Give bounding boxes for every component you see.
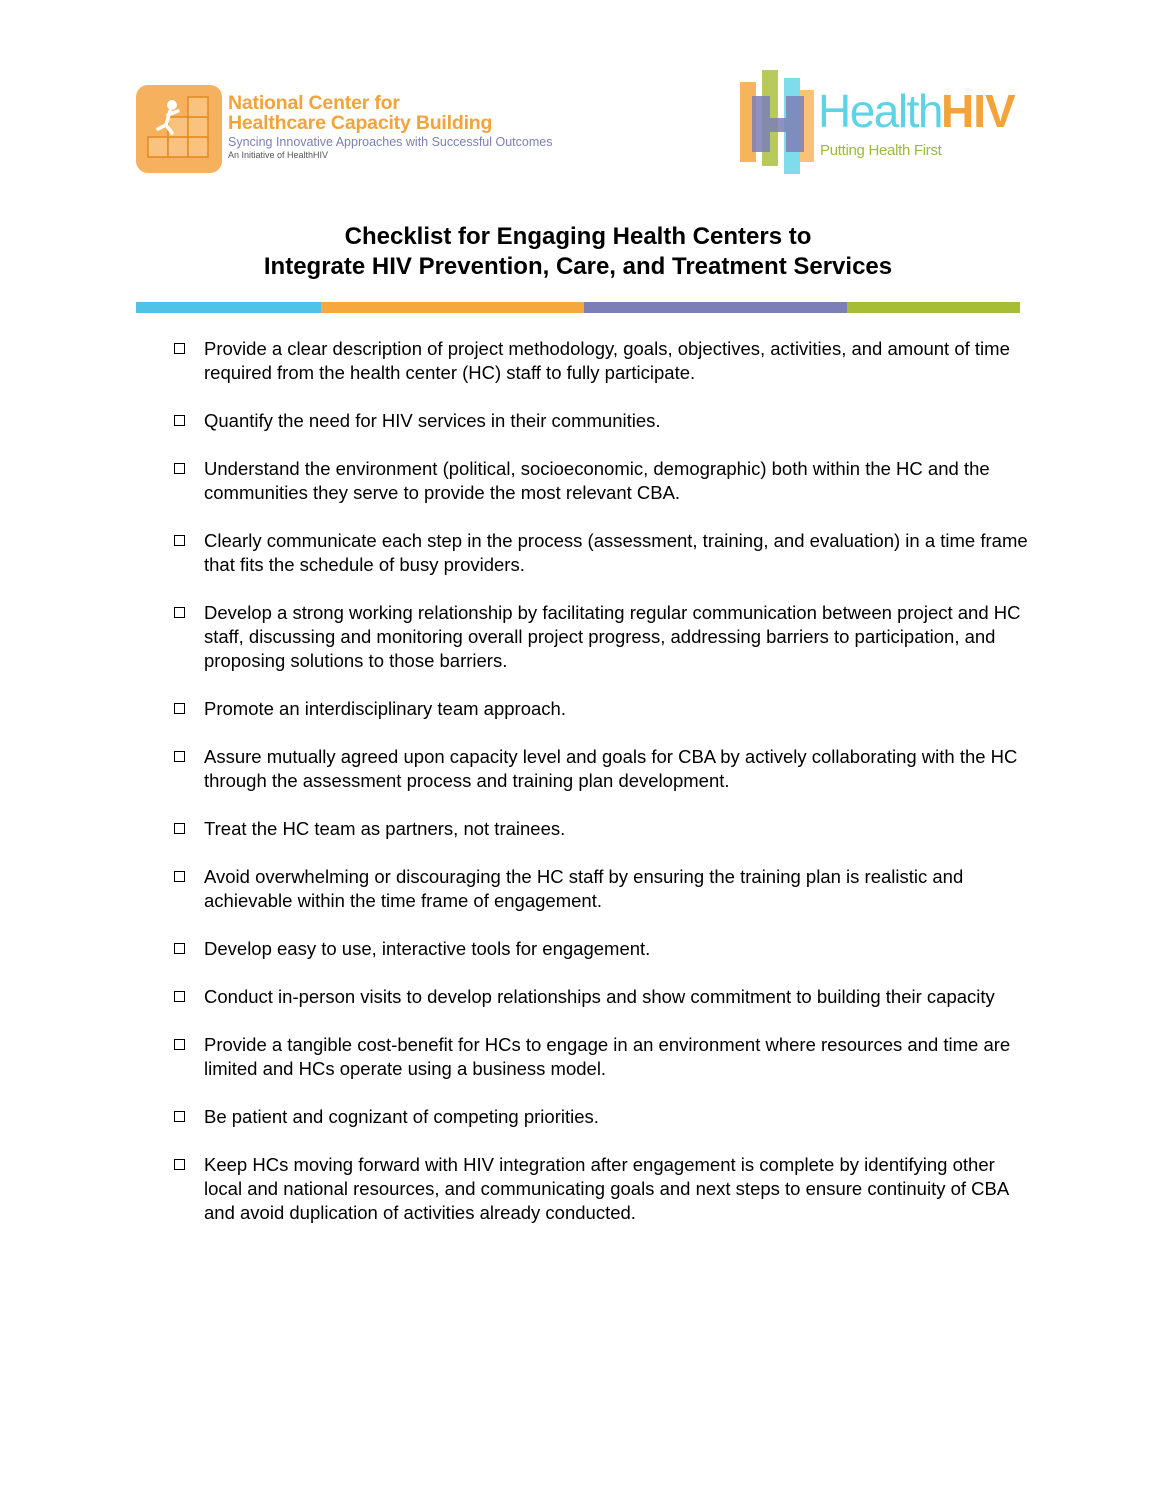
checklist-item — [172, 985, 1032, 1009]
checklist-item-text: Provide a clear description of project methodology, goals, objectives, activities, and amount of time required from the health center (HC) staff to fully participate. — [204, 338, 1010, 383]
checklist-item — [172, 937, 1032, 961]
checklist-item-text: Develop easy to use, interactive tools for engagement. — [204, 938, 651, 959]
checklist-item — [172, 745, 1032, 793]
checklist-item-text: Provide a tangible cost-benefit for HCs to engage in an environment where resources and time are limited and HCs operate using a business model. — [204, 1034, 1011, 1079]
ncfhcb-logo — [136, 82, 586, 176]
checklist-item — [172, 337, 1032, 385]
checkbox-icon[interactable] — [174, 751, 185, 762]
checkbox-icon[interactable] — [174, 463, 185, 474]
checklist-item — [172, 1105, 1032, 1129]
title-line-1: Checklist for Engaging Health Centers to — [344, 223, 812, 250]
healthhiv-tagline: Putting Health First — [820, 142, 942, 159]
healthhiv-brand-hiv: HIV — [941, 85, 1015, 137]
checkbox-icon[interactable] — [174, 1111, 185, 1122]
ncfhcb-name-line1: National Center for — [228, 92, 400, 114]
checklist-item-text: Be patient and cognizant of competing priorities. — [204, 1106, 599, 1127]
checklist-item — [172, 865, 1032, 913]
checklist-item — [172, 529, 1032, 577]
checklist-item-text: Develop a strong working relationship by facilitating regular communication between project and HC staff, discussing and monitoring overall project progress, addressing barriers to participation, and proposing solutions to those barriers. — [204, 602, 1021, 671]
checklist-item-text: Keep HCs moving forward with HIV integration after engagement is complete by identifying other local and national resources, and communicating goals and next steps to ensure continuity of CBA and avoid duplication of activities already conducted. — [204, 1154, 1009, 1223]
divider-segment-purple — [584, 302, 847, 313]
checkbox-icon[interactable] — [174, 871, 185, 882]
checkbox-icon[interactable] — [174, 943, 185, 954]
divider-segment-green — [847, 302, 1020, 313]
checklist-item — [172, 1153, 1032, 1225]
checklist-item-text: Quantify the need for HIV services in their communities. — [204, 410, 661, 431]
checklist-item — [172, 409, 1032, 433]
checklist-item-text: Treat the HC team as partners, not trainees. — [204, 818, 566, 839]
checklist-item — [172, 697, 1032, 721]
checkbox-icon[interactable] — [174, 991, 185, 1002]
color-divider — [136, 302, 1020, 313]
divider-segment-blue — [136, 302, 321, 313]
healthhiv-brand-health: Health — [818, 85, 942, 137]
ncfhcb-tagline: Syncing Innovative Approaches with Successful Outcomes — [228, 135, 553, 149]
building-blocks-logo-icon — [136, 85, 222, 173]
checklist-item-text: Avoid overwhelming or discouraging the HC staff by ensuring the training plan is realistic and achievable within the time frame of engagement. — [204, 866, 964, 911]
healthhiv-h-mark-icon — [738, 66, 824, 178]
checkbox-icon[interactable] — [174, 607, 185, 618]
healthhiv-logo — [738, 66, 1028, 178]
checkbox-icon[interactable] — [174, 535, 185, 546]
checkbox-icon[interactable] — [174, 1159, 185, 1170]
title-line-2: Integrate HIV Prevention, Care, and Treatment Services — [263, 253, 893, 280]
checklist — [172, 337, 1032, 1249]
checklist-item — [172, 817, 1032, 841]
checklist-item-text: Understand the environment (political, socioeconomic, demographic) both within the HC and the communities they serve to provide the most relevant CBA. — [204, 458, 990, 503]
ncfhcb-name-line2: Healthcare Capacity Building — [228, 112, 493, 134]
checklist-item-text: Clearly communicate each step in the process (assessment, training, and evaluation) in a time frame that fits the schedule of busy providers. — [204, 530, 1028, 575]
document-title — [0, 222, 1156, 282]
checkbox-icon[interactable] — [174, 343, 185, 354]
checklist-item-text: Promote an interdisciplinary team approach. — [204, 698, 566, 719]
checklist-item-text: Assure mutually agreed upon capacity level and goals for CBA by actively collaborating with the HC through the assessment process and training plan development. — [204, 746, 1018, 791]
divider-segment-orange — [321, 302, 584, 313]
ncfhcb-subline: An Initiative of HealthHIV — [228, 150, 329, 160]
checkbox-icon[interactable] — [174, 703, 185, 714]
checkbox-icon[interactable] — [174, 823, 185, 834]
checklist-item-text: Conduct in-person visits to develop relationships and show commitment to building their capacity — [204, 986, 995, 1007]
checklist-item — [172, 457, 1032, 505]
checklist-item — [172, 1033, 1032, 1081]
checkbox-icon[interactable] — [174, 1039, 185, 1050]
checklist-item — [172, 601, 1032, 673]
checkbox-icon[interactable] — [174, 415, 185, 426]
